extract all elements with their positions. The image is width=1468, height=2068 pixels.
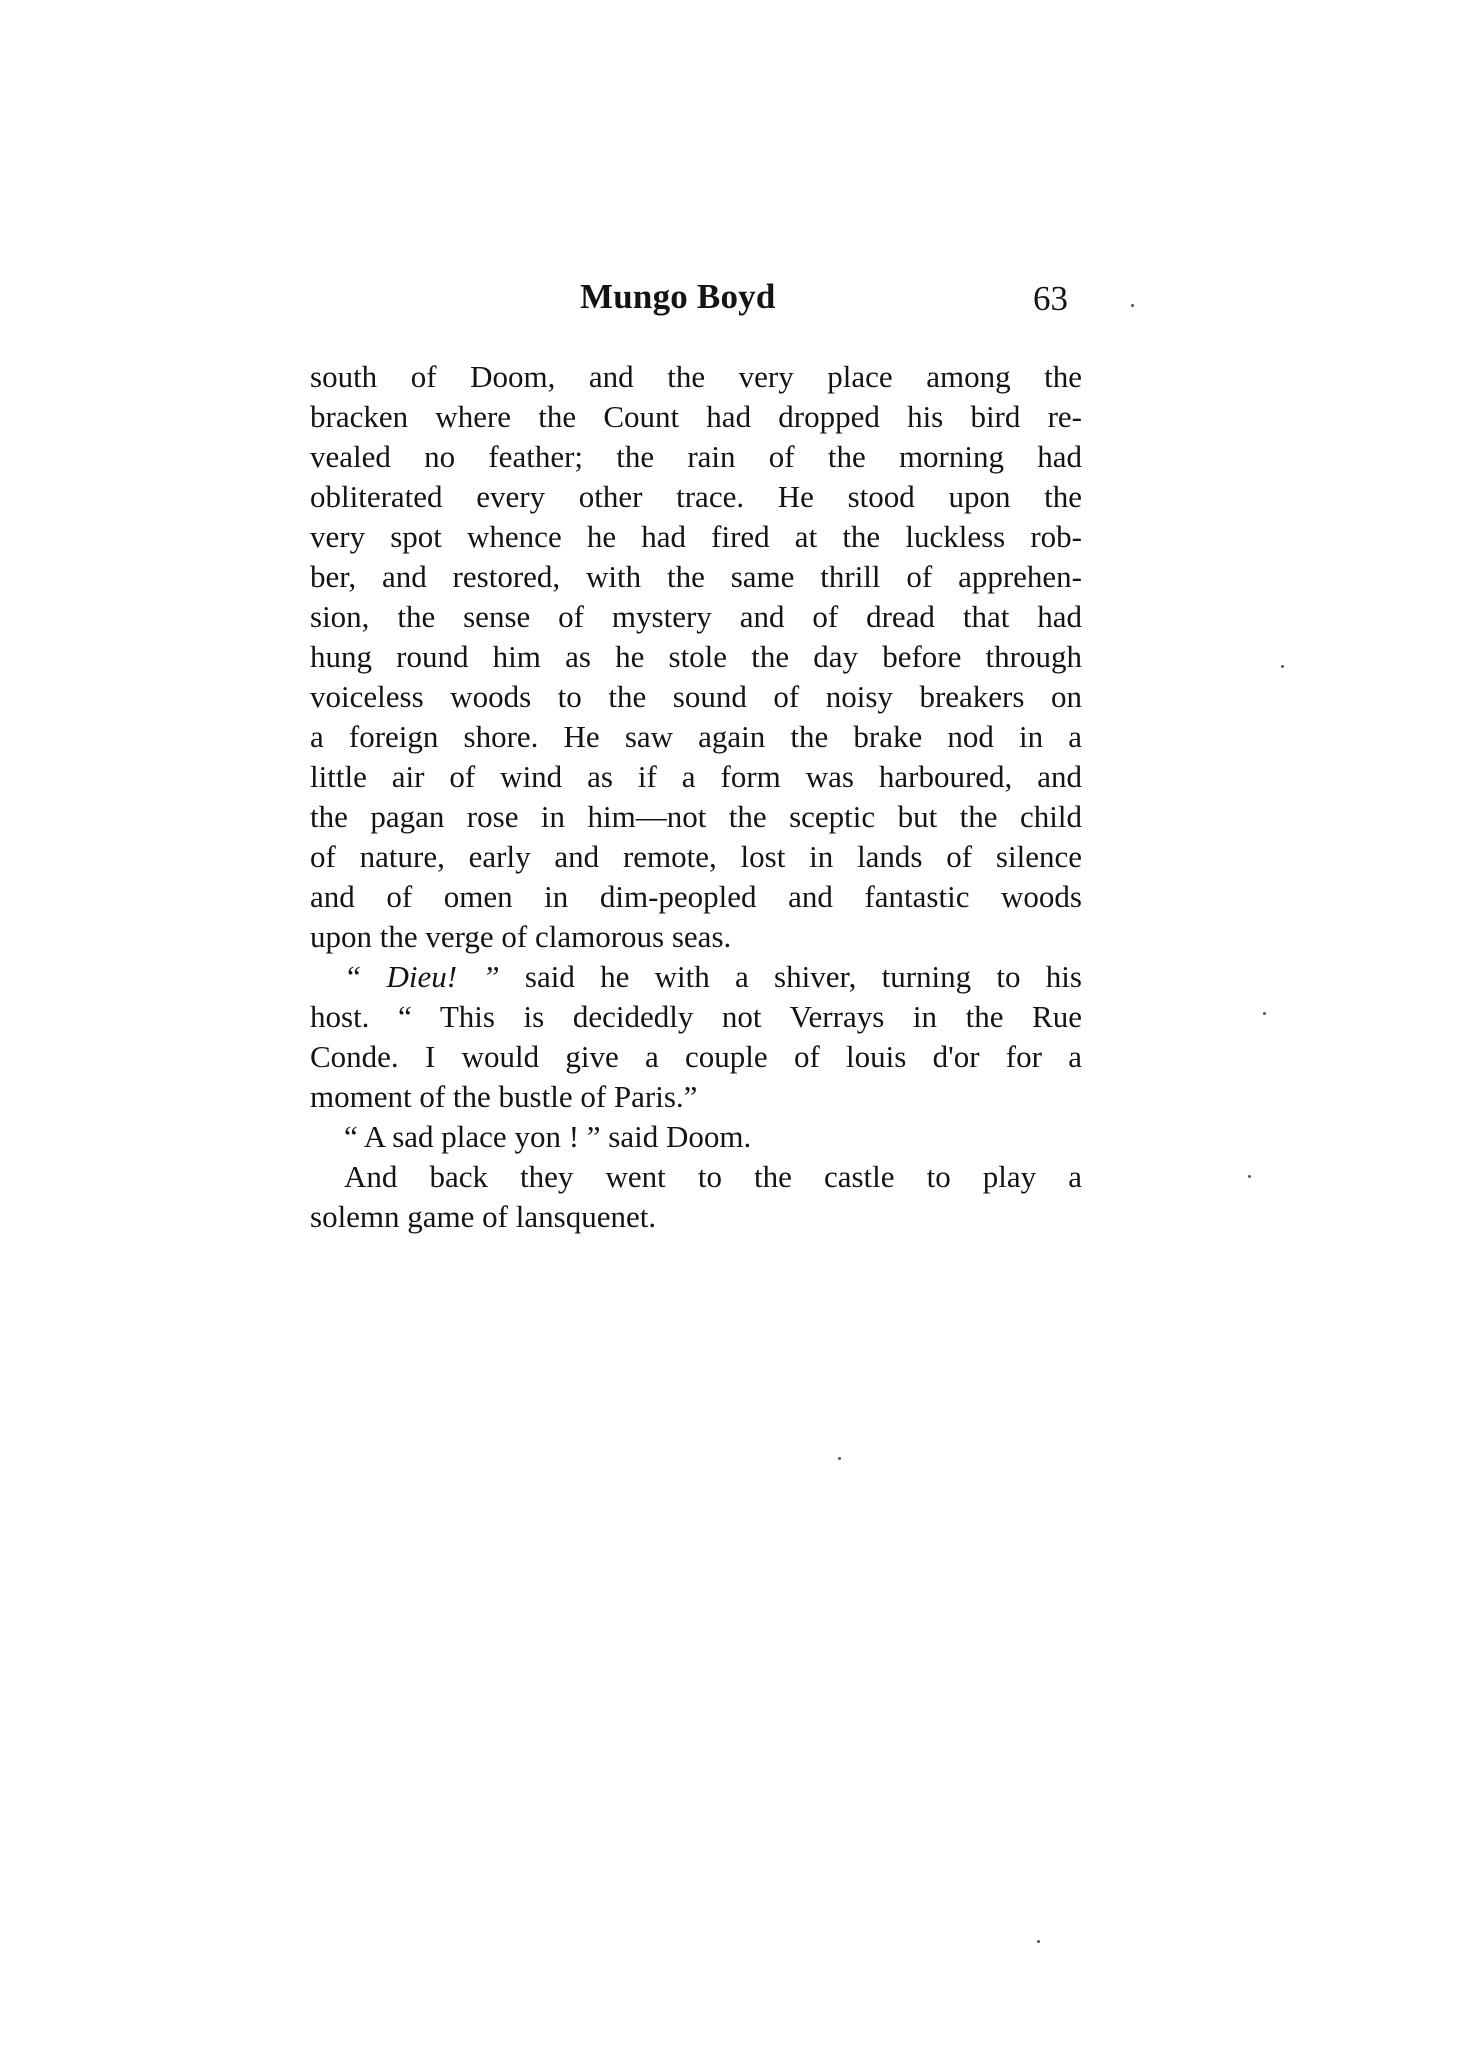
text-line: little air of wind as if a form was harboured, and bbox=[310, 759, 1082, 794]
text-line: host. “ This is decidedly not Verrays in the Rue bbox=[310, 999, 1082, 1034]
page-number: 63 bbox=[1033, 279, 1068, 318]
dialogue-line bbox=[310, 957, 1082, 997]
scan-speck bbox=[838, 1457, 841, 1460]
text-line: hung round him as he stole the day before through bbox=[310, 639, 1082, 674]
text-line: sion, the sense of mystery and of dread that had bbox=[310, 599, 1082, 634]
paragraph-end-line: moment of the bustle of Paris.” bbox=[310, 1079, 698, 1114]
scan-speck bbox=[1037, 1940, 1040, 1943]
text-line: vealed no feather; the rain of the morning had bbox=[310, 439, 1082, 474]
text-line: the pagan rose in him—not the sceptic but the child bbox=[310, 799, 1082, 834]
scan-speck bbox=[1281, 665, 1284, 668]
dialogue-text: said he with a shiver, turning to his bbox=[499, 959, 1082, 994]
text-line: Conde. I would give a couple of louis d'or for a bbox=[310, 1039, 1082, 1074]
dialogue-line: “ A sad place yon ! ” said Doom. bbox=[344, 1119, 752, 1154]
text-line: ber, and restored, with the same thrill of apprehen- bbox=[310, 559, 1082, 594]
scan-speck bbox=[1131, 304, 1134, 307]
paragraph-end-line: upon the verge of clamorous seas. bbox=[310, 919, 732, 954]
scan-speck bbox=[1263, 1012, 1266, 1015]
paragraph-end-line: solemn game of lansquenet. bbox=[310, 1199, 657, 1234]
scan-speck bbox=[1248, 1175, 1251, 1178]
text-line: obliterated every other trace. He stood upon the bbox=[310, 479, 1082, 514]
text-line: and of omen in dim-peopled and fantastic woods bbox=[310, 879, 1082, 914]
exclamation-dieu: “ Dieu! ” bbox=[344, 959, 500, 994]
text-line: And back they went to the castle to play a bbox=[344, 1159, 1082, 1194]
body-text bbox=[310, 357, 1082, 1237]
running-header-title: Mungo Boyd bbox=[580, 277, 776, 316]
text-line: south of Doom, and the very place among the bbox=[310, 359, 1082, 394]
text-line: voiceless woods to the sound of noisy breakers on bbox=[310, 679, 1082, 714]
text-line: a foreign shore. He saw again the brake nod in a bbox=[310, 719, 1082, 754]
text-line: bracken where the Count had dropped his bird re- bbox=[310, 399, 1082, 434]
text-line: very spot whence he had fired at the luckless rob- bbox=[310, 519, 1082, 554]
text-line: of nature, early and remote, lost in lands of silence bbox=[310, 839, 1082, 874]
